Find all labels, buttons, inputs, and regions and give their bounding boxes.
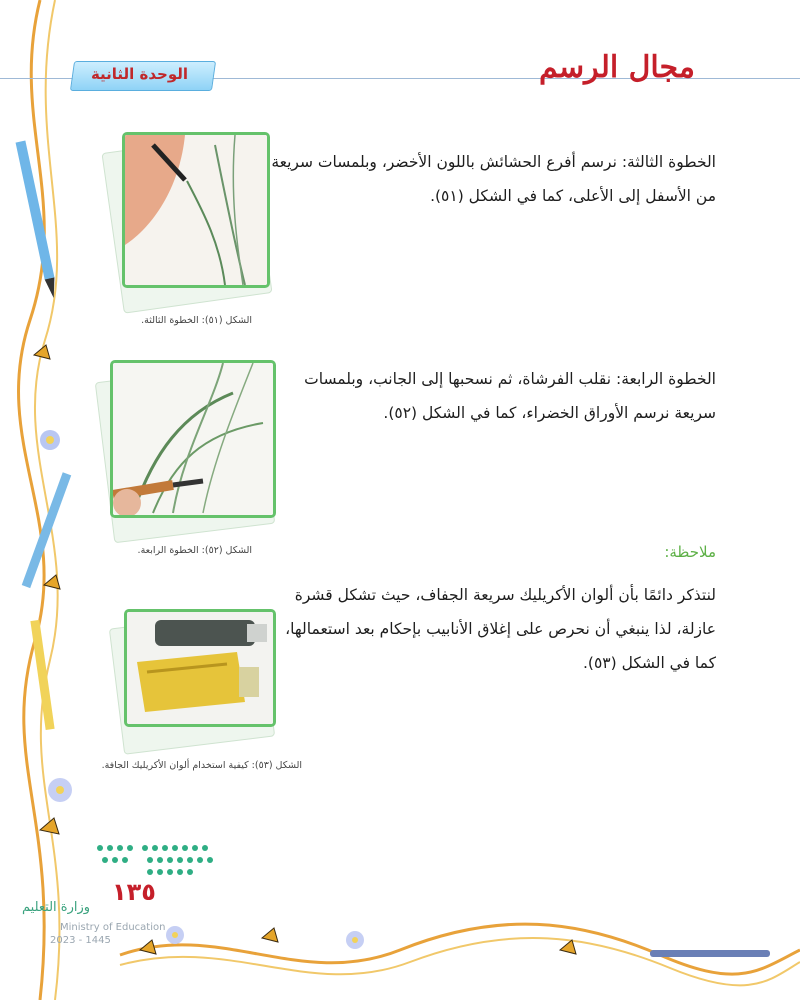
ministry-name-en: Ministry of Education [60,922,166,933]
figure-52-caption: الشكل (٥٢): الخطوة الرابعة. [137,545,252,556]
unit-badge [72,55,222,95]
figure-51-caption: الشكل (٥١): الخطوة الثالثة. [141,315,252,326]
figure-52 [100,358,280,538]
step-four-text: الخطوة الرابعة: نقلب الفرشاة، ثم نسحبها إلى الجانب، وبلمسات سريعة نرسم الأوراق الخضراء، كما في الشكل (٥٢). [304,370,716,422]
step-three-text: الخطوة الثالثة: نرسم أفرع الحشائش باللون الأخضر، وبلمسات سريعة من الأسفل إلى الأعلى، كما في الشكل (٥١). [271,153,716,205]
figure-51 [110,130,270,310]
butterfly-icon [34,345,60,834]
unit-label: الوحدة الثانية [90,65,189,83]
figure-53 [110,605,280,755]
leaves-painting-photo [110,360,276,518]
ministry-name-ar: وزارة التعليم [22,900,91,915]
grass-painting-photo [122,132,270,288]
note-heading: ملاحظة: [664,543,716,561]
floral-border-left [0,0,90,1000]
section-title: مجال الرسم [539,50,695,85]
figure-53-caption: الشكل (٥٣): كيفية استخدام ألوان الأكريليك الجافة. [101,760,302,771]
note-text: لنتذكر دائمًا بأن ألوان الأكريليك سريعة الجفاف، حيث تشكل قشرة عازلة، لذا ينبغي أن نحرص على إغلاق الأنابيب بإحكام بعد استعمالها، كما في الشكل (٥٣). [285,586,716,672]
edition-year: 2023 - 1445 [50,935,111,946]
page-number: ١٣٥ [112,878,156,906]
paint-tubes-photo [124,609,276,727]
